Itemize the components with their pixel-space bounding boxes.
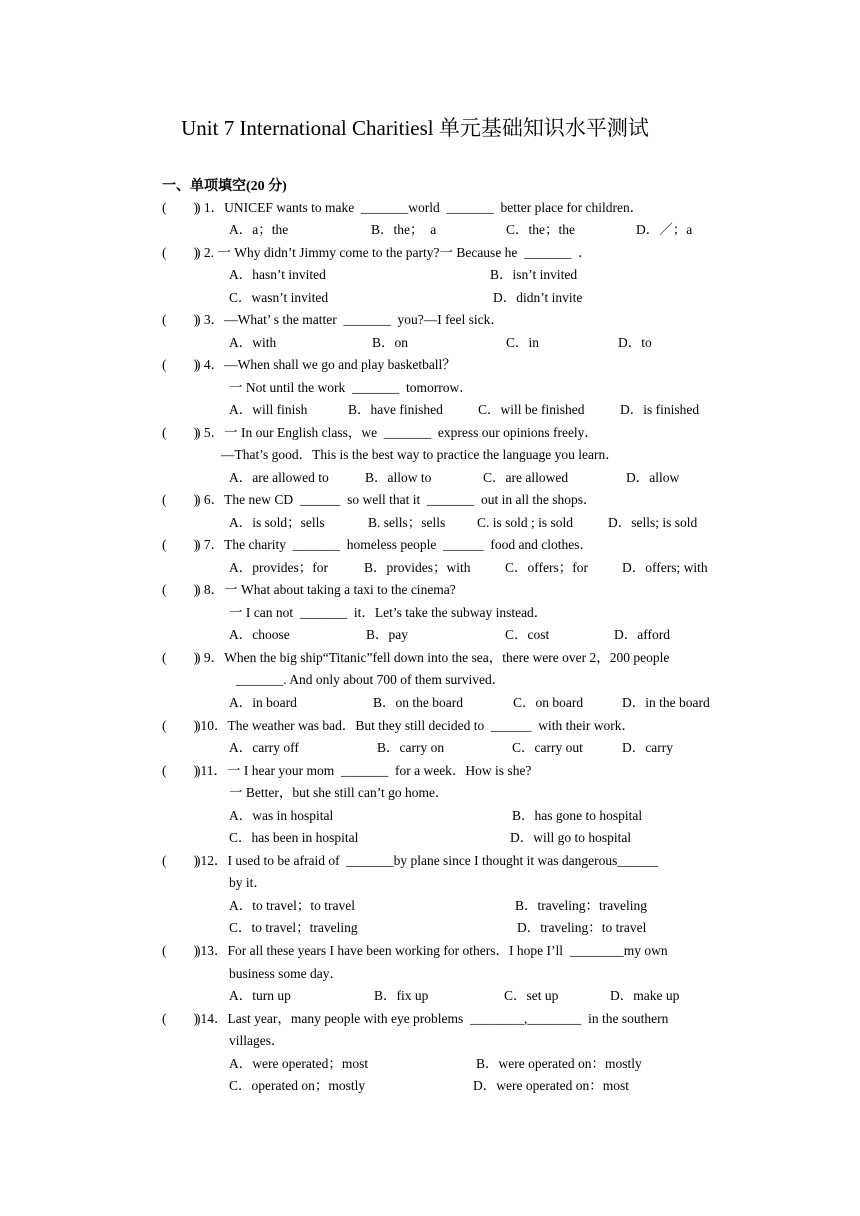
answer-option: A．were operated；most	[229, 1056, 369, 1071]
question-stem: )12．I used to be afraid of _______by plane since I thought it was dangerous______	[196, 853, 658, 868]
question-continuation: 一 I can not _______ it．Let’s take the subway instead．	[229, 605, 548, 620]
answer-option: A．with	[229, 335, 277, 350]
answer-option: A．was in hospital	[229, 808, 334, 823]
answer-option: C．set up	[504, 988, 559, 1003]
answer-option: C．cost	[505, 627, 550, 642]
answer-option: C．in	[506, 335, 540, 350]
page-title: Unit 7 International Charitiesl 单元基础知识水平测试	[181, 116, 649, 140]
question-stem: )11．一 I hear your mom _______ for a week．How is she?	[196, 763, 532, 778]
answer-option: A．hasn’t invited	[229, 267, 326, 282]
answer-blank: ( )	[162, 537, 198, 552]
answer-blank: ( )	[162, 200, 198, 215]
answer-blank: ( )	[162, 1011, 198, 1026]
question-stem: ) 1．UNICEF wants to make _______world _______ better place for children．	[196, 200, 644, 215]
answer-option: C．are allowed	[483, 470, 569, 485]
answer-blank: ( )	[162, 763, 198, 778]
answer-option: C. is sold ; is sold	[477, 515, 574, 530]
answer-option: C．to travel；traveling	[229, 920, 358, 935]
question-continuation: —That’s good．This is the best way to practice the language you learn．	[221, 447, 619, 462]
answer-option: C．on board	[513, 695, 584, 710]
answer-option: A．will finish	[229, 402, 308, 417]
answer-option: D．is finished	[620, 402, 700, 417]
question-continuation: business some day．	[229, 966, 343, 981]
answer-option: C．has been in hospital	[229, 830, 359, 845]
answer-option: B．on the board	[373, 695, 463, 710]
answer-option: D．allow	[626, 470, 680, 485]
answer-option: D．／；a	[636, 222, 693, 237]
answer-option: B．allow to	[365, 470, 432, 485]
answer-blank: ( )	[162, 582, 198, 597]
question-stem: ) 4．—When shall we go and play basketball？	[196, 357, 456, 372]
answer-option: D．in the board	[622, 695, 710, 710]
answer-option: A．are allowed to	[229, 470, 329, 485]
answer-option: D．didn’t invite	[493, 290, 583, 305]
question-continuation: _______. And only about 700 of them survived．	[236, 672, 506, 687]
answer-option: B．carry on	[377, 740, 445, 755]
question-continuation: by it．	[229, 875, 267, 890]
answer-option: A．choose	[229, 627, 290, 642]
answer-option: C．wasn’t invited	[229, 290, 329, 305]
answer-blank: ( )	[162, 312, 198, 327]
question-stem: ) 9．When the big ship“Titanic”fell down into the sea，there were over 2，200 people	[196, 650, 670, 665]
answer-option: C．carry out	[512, 740, 583, 755]
answer-option: B．have finished	[348, 402, 443, 417]
answer-option: A．to travel；to travel	[229, 898, 355, 913]
answer-blank: ( )	[162, 718, 198, 733]
answer-blank: ( )	[162, 492, 198, 507]
section-heading: 一、单项填空(20 分)	[162, 179, 287, 194]
answer-blank: ( )	[162, 650, 198, 665]
question-stem: ) 8．一 What about taking a taxi to the cinema?	[196, 582, 456, 597]
answer-option: C．the；the	[506, 222, 575, 237]
question-continuation: 一 Better，but she still can’t go home．	[229, 785, 449, 800]
question-stem: )10．The weather was bad．But they still decided to ______ with their work．	[196, 718, 636, 733]
answer-option: A．turn up	[229, 988, 291, 1003]
answer-option: D．carry	[622, 740, 673, 755]
question-continuation: villages．	[229, 1033, 285, 1048]
answer-option: B．the； a	[371, 222, 437, 237]
question-stem: ) 6．The new CD ______ so well that it _______ out in all the shops．	[196, 492, 597, 507]
answer-option: B．has gone to hospital	[512, 808, 643, 823]
answer-option: D．to	[618, 335, 652, 350]
answer-blank: ( )	[162, 425, 198, 440]
answer-option: C．operated on；mostly	[229, 1078, 366, 1093]
answer-option: A．carry off	[229, 740, 299, 755]
answer-option: D．afford	[614, 627, 670, 642]
question-stem: ) 7．The charity _______ homeless people ______ food and clothes．	[196, 537, 594, 552]
question-stem: )14．Last year，many people with eye problems ________,________ in the southern	[196, 1011, 669, 1026]
answer-option: D．offers; with	[622, 560, 708, 575]
answer-option: D．were operated on：most	[473, 1078, 629, 1093]
question-stem: ) 2. 一 Why didn’t Jimmy come to the party?一 Because he _______ ．	[196, 245, 592, 260]
answer-option: B．pay	[366, 627, 408, 642]
answer-option: B．on	[372, 335, 409, 350]
answer-option: B．were operated on：mostly	[476, 1056, 642, 1071]
question-continuation: 一 Not until the work _______ tomorrow．	[229, 380, 473, 395]
answer-blank: ( )	[162, 943, 198, 958]
answer-option: C．offers；for	[505, 560, 588, 575]
answer-option: C．will be finished	[478, 402, 585, 417]
answer-blank: ( )	[162, 853, 198, 868]
answer-option: B．fix up	[374, 988, 429, 1003]
answer-option: A．provides；for	[229, 560, 328, 575]
answer-option: A．in board	[229, 695, 297, 710]
answer-option: B．isn’t invited	[490, 267, 578, 282]
answer-option: D．will go to hospital	[510, 830, 632, 845]
answer-option: A．is sold；sells	[229, 515, 325, 530]
question-stem: )13．For all these years I have been working for others．I hope I’ll ________my own	[196, 943, 668, 958]
answer-option: B. sells；sells	[368, 515, 446, 530]
answer-option: B．traveling：traveling	[515, 898, 647, 913]
answer-option: D．traveling：to travel	[517, 920, 647, 935]
question-stem: ) 3．—What’ s the matter _______ you?—I feel sick．	[196, 312, 504, 327]
answer-option: B．provides；with	[364, 560, 471, 575]
answer-option: A．a；the	[229, 222, 289, 237]
answer-blank: ( )	[162, 357, 198, 372]
question-stem: ) 5．一 In our English class，we _______ express our opinions freely．	[196, 425, 598, 440]
answer-option: D．make up	[610, 988, 680, 1003]
answer-option: D．sells; is sold	[608, 515, 698, 530]
answer-blank: ( )	[162, 245, 198, 260]
